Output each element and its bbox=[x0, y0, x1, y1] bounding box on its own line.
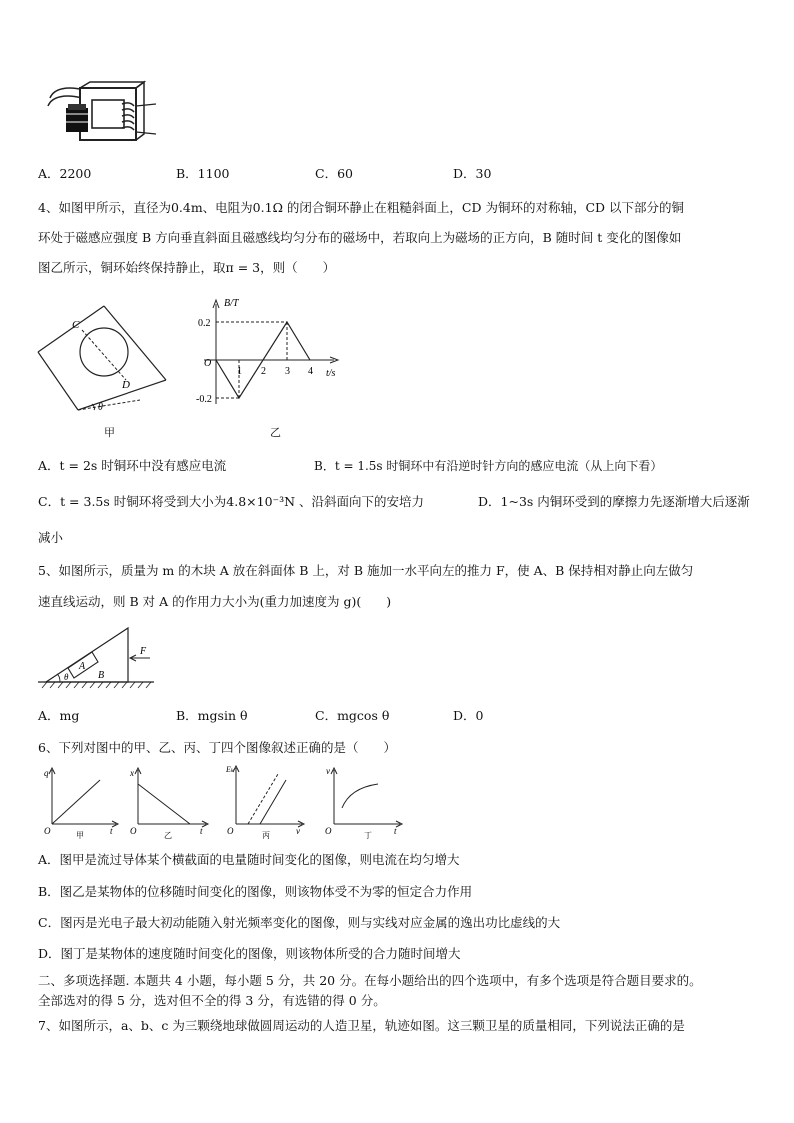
q4-graph-tick-3: 3 bbox=[285, 366, 290, 377]
q5-label-b: B bbox=[98, 670, 105, 681]
q4-option-b: B．t = 1.5s 时铜环中有沿逆时针方向的感应电流（从上向下看） bbox=[314, 459, 663, 473]
q3-option-d: D．30 bbox=[453, 166, 492, 181]
q5-label-theta: θ bbox=[64, 672, 69, 682]
q4-option-d-cont: 减小 bbox=[38, 530, 64, 545]
q4-graph-tick-2: 2 bbox=[261, 366, 266, 377]
q6-jia-caption: 甲 bbox=[76, 831, 84, 840]
q6-graph-yi bbox=[128, 764, 212, 840]
section2-heading-line2: 全部选对的得 5 分，选对但不全的得 3 分，有选错的得 0 分。 bbox=[38, 993, 386, 1008]
q5-label-f: F bbox=[140, 646, 147, 657]
q6-graph-jia bbox=[42, 764, 122, 840]
q6-bing-origin: O bbox=[227, 826, 234, 836]
q5-stem-line1: 5、如图所示，质量为 m 的木块 A 放在斜面体 B 上，对 B 施加一水平向左的推力 F，使 A、B 保持相对静止向左做匀 bbox=[38, 563, 694, 578]
q4-graph-xlabel: t/s bbox=[326, 368, 336, 379]
q4-stem-line1: 4、如图甲所示，直径为0.4m、电阻为0.1Ω 的闭合铜环静止在粗糙斜面上，CD 为铜环的对称轴，CD 以下部分的铜 bbox=[38, 200, 685, 215]
q3-option-b: B．1100 bbox=[176, 166, 230, 181]
q4-label-theta: θ bbox=[98, 402, 103, 413]
q6-graph-ding bbox=[322, 762, 406, 840]
q6-ding-xlabel: t bbox=[394, 826, 397, 836]
q4-figure-incline bbox=[34, 300, 174, 418]
q6-bing-xlabel: v bbox=[296, 826, 300, 836]
q5-option-a: A．mg bbox=[38, 708, 80, 723]
q6-option-c: C．图丙是光电子最大初动能随入射光频率变化的图像，则与实线对应金属的逸出功比虚线的大 bbox=[38, 915, 561, 930]
q5-figure-wedge bbox=[38, 624, 156, 690]
q4-label-c: C bbox=[72, 319, 80, 331]
q6-jia-origin: O bbox=[44, 826, 51, 836]
q4-caption-jia: 甲 bbox=[104, 426, 115, 439]
q4-graph-yneg: -0.2 bbox=[196, 394, 212, 405]
q6-yi-ylabel: x bbox=[130, 768, 134, 778]
q6-yi-xlabel: t bbox=[200, 826, 203, 836]
q6-yi-origin: O bbox=[130, 826, 137, 836]
q6-option-a: A．图甲是流过导体某个横截面的电量随时间变化的图像，则电流在均匀增大 bbox=[38, 852, 460, 867]
q3-option-a: A．2200 bbox=[38, 166, 92, 181]
q4-graph-origin: O bbox=[204, 358, 212, 369]
transformer-figure bbox=[44, 80, 162, 152]
q7-stem: 7、如图所示，a、b、c 为三颗绕地球做圆周运动的人造卫星，轨迹如图。这三颗卫星的质量相同，下列说法正确的是 bbox=[38, 1018, 685, 1033]
q4-graph-tick-1: 1 bbox=[237, 366, 242, 377]
q4-option-a: A．t = 2s 时铜环中没有感应电流 bbox=[38, 458, 227, 473]
q4-caption-yi: 乙 bbox=[270, 426, 281, 439]
q5-option-c: C．mgcos θ bbox=[315, 708, 390, 723]
q4-graph-ypos: 0.2 bbox=[198, 318, 211, 329]
q5-label-a: A bbox=[79, 661, 86, 672]
q4-graph-tick-4: 4 bbox=[308, 366, 313, 377]
q6-bing-ylabel: Eₖ bbox=[226, 765, 234, 774]
q4-label-d: D bbox=[122, 379, 130, 391]
q5-stem-line2: 速直线运动，则 B 对 A 的作用力大小为(重力加速度为 g)( ) bbox=[38, 594, 392, 609]
q6-ding-origin: O bbox=[325, 826, 332, 836]
q4-option-c: C．t = 3.5s 时铜环将受到大小为4.8×10⁻³N 、沿斜面向下的安培力 bbox=[38, 494, 425, 509]
q4-stem-line3: 图乙所示，铜环始终保持静止，取π = 3，则（ ） bbox=[38, 260, 336, 275]
q4-stem-line2: 环处于磁感应强度 B 方向垂直斜面且磁感线均匀分布的磁场中，若取向上为磁场的正方向，B 随时间 t 变化的图像如 bbox=[38, 230, 682, 245]
q6-ding-ylabel: v bbox=[326, 766, 330, 776]
q4-figure-bt-graph bbox=[194, 294, 344, 416]
q6-graph-bing bbox=[224, 760, 308, 840]
q6-jia-ylabel: q bbox=[44, 768, 49, 778]
q6-yi-caption: 乙 bbox=[164, 831, 172, 840]
q4-option-d: D．1~3s 内铜环受到的摩擦力先逐渐增大后逐渐 bbox=[478, 494, 750, 509]
q6-bing-caption: 丙 bbox=[262, 831, 270, 840]
q5-option-d: D．0 bbox=[453, 708, 484, 723]
q6-ding-caption: 丁 bbox=[364, 831, 372, 840]
q6-option-d: D．图丁是某物体的速度随时间变化的图像，则该物体所受的合力随时间增大 bbox=[38, 946, 461, 961]
q4-graph-ylabel: B/T bbox=[224, 298, 239, 309]
section2-heading-line1: 二、多项选择题. 本题共 4 小题，每小题 5 分，共 20 分。在每小题给出的四个选项中，有多个选项是符合题目要求的。 bbox=[38, 973, 702, 988]
q3-option-c: C．60 bbox=[315, 166, 353, 181]
q6-stem: 6、下列对图中的甲、乙、丙、丁四个图像叙述正确的是（ ） bbox=[38, 740, 396, 755]
q6-option-b: B．图乙是某物体的位移随时间变化的图像，则该物体受不为零的恒定合力作用 bbox=[38, 884, 473, 899]
q5-option-b: B．mgsin θ bbox=[176, 708, 248, 723]
q6-jia-xlabel: t bbox=[110, 826, 113, 836]
